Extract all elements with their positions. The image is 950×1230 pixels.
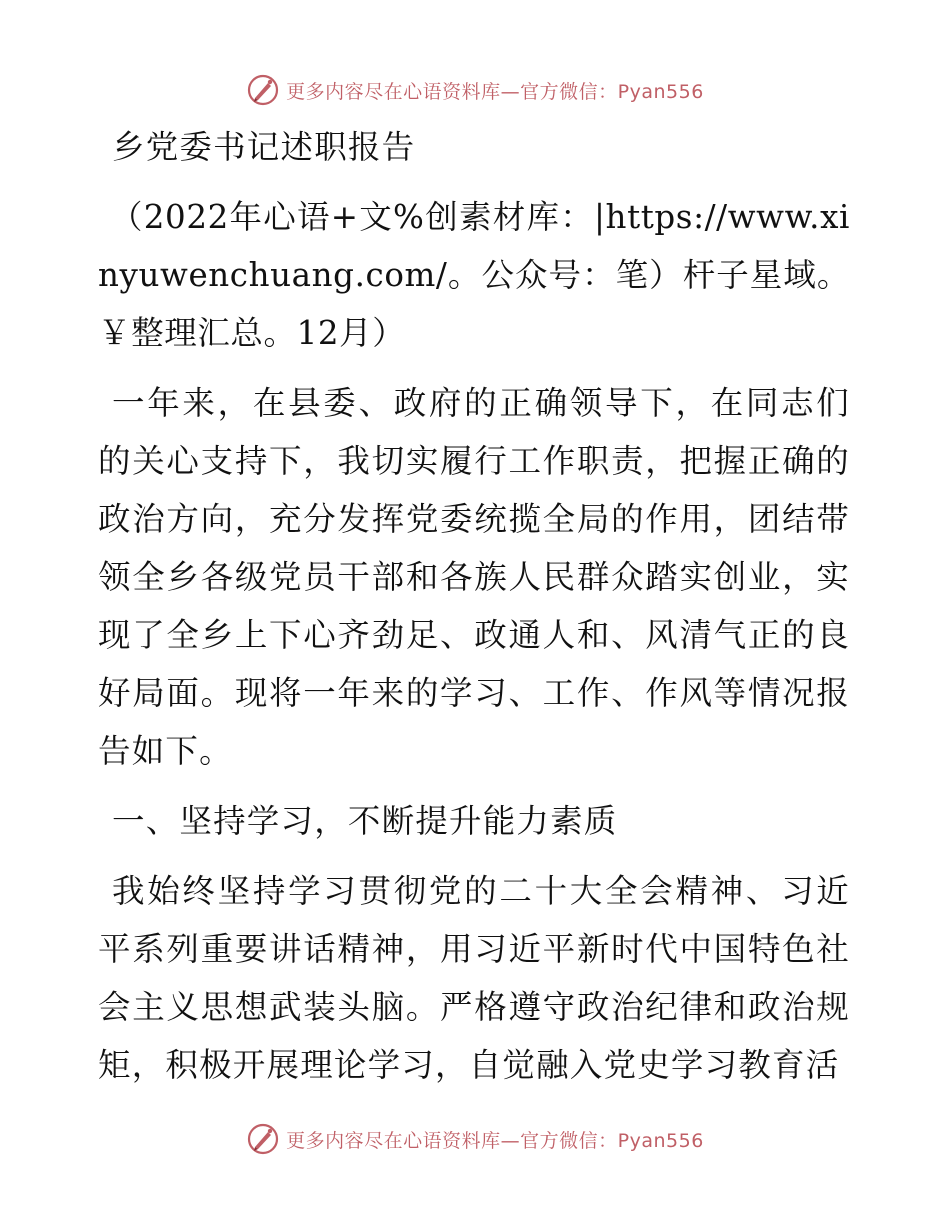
section-paragraph: 我始终坚持学习贯彻党的二十大全会精神、习近平系列重要讲话精神，用习近平新时代中国特色社会主义思想武装头脑。严格遵守政治纪律和政治规矩，积极开展理论学习，自觉融入党史学习教育活 (98, 872, 850, 1084)
footer-banner-text: 更多内容尽在心语资料库—官方微信：Pyan556 (286, 1129, 704, 1152)
pen-logo-icon (246, 73, 280, 107)
pen-logo-icon (246, 1122, 280, 1156)
header-banner (0, 68, 950, 112)
header-banner-text: 更多内容尽在心语资料库—官方微信：Pyan556 (286, 80, 704, 103)
document-body (98, 118, 850, 1094)
source-note: （2022年心语+文%创素材库：|https://www.xinyuwenchuang.com/。公众号：笔）杆子星域。￥整理汇总。12月） (98, 198, 850, 352)
footer-banner (0, 1117, 950, 1161)
section-heading: 一、坚持学习，不断提升能力素质 (112, 802, 618, 840)
document-title: 乡党委书记述职报告 (112, 128, 416, 166)
intro-paragraph: 一年来，在县委、政府的正确领导下，在同志们的关心支持下，我切实履行工作职责，把握正确的政治方向，充分发挥党委统揽全局的作用，团结带领全乡各级党员干部和各族人民群众踏实创业，实现了全乡上下心齐劲足、政通人和、风清气正的良好局面。现将一年来的学习、工作、作风等情况报告如下。 (98, 384, 850, 770)
